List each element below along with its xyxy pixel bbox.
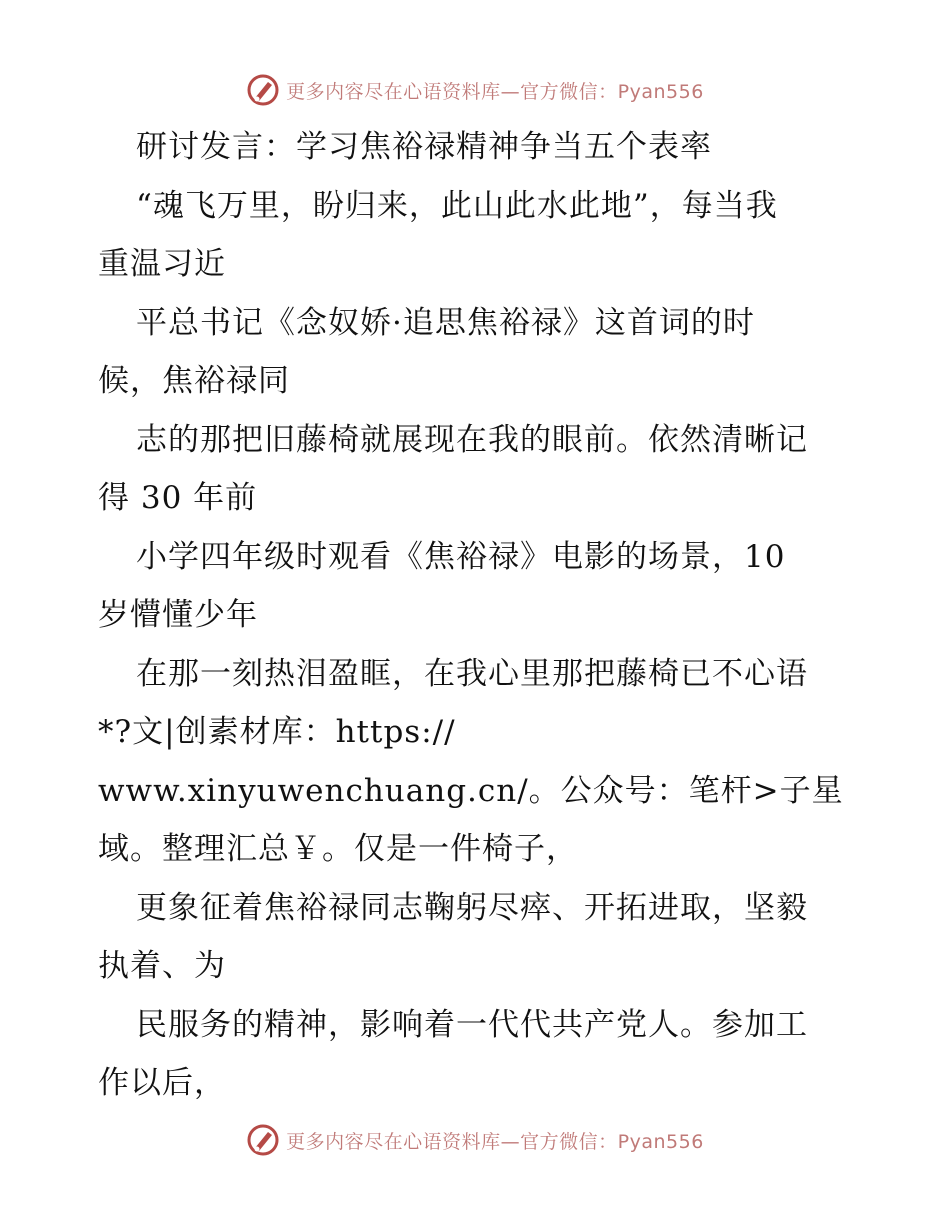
header-watermark-text: 更多内容尽在心语资料库—官方微信：Pyan556 [286, 80, 704, 103]
paragraph-line: “魂飞万里，盼归来，此山此水此地”，每当我 [136, 187, 778, 224]
footer-watermark-banner [0, 1120, 950, 1160]
paragraph-line: 重温习近 [98, 246, 226, 282]
paragraph-line: 民服务的精神，影响着一代代共产党人。参加工 [136, 1006, 808, 1043]
pen-logo-icon [246, 1123, 280, 1157]
paragraph-line: 小学四年级时观看《焦裕禄》电影的场景，10 [136, 538, 786, 575]
paragraph-line: *?文|创素材库：https:// [98, 714, 456, 750]
paragraph-line: 平总书记《念奴娇·追思焦裕禄》这首词的时 [136, 304, 755, 341]
document-title: 研讨发言：学习焦裕禄精神争当五个表率 [136, 129, 712, 165]
paragraph-line: 得 30 年前 [98, 480, 258, 516]
pen-logo-icon [246, 73, 280, 107]
header-watermark-banner [0, 70, 950, 110]
paragraph-line: 域。整理汇总￥。仅是一件椅子， [98, 831, 578, 867]
document-body [98, 118, 928, 1113]
paragraph-line: 在那一刻热泪盈眶，在我心里那把藤椅已不心语 [136, 655, 808, 692]
paragraph-line: 志的那把旧藤椅就展现在我的眼前。依然清晰记 [136, 421, 808, 458]
paragraph-line: 作以后， [98, 1065, 226, 1101]
paragraph-line: www.xinyuwenchuang.cn/。公众号：笔杆>子星 [98, 772, 844, 809]
footer-watermark-text: 更多内容尽在心语资料库—官方微信：Pyan556 [286, 1130, 704, 1153]
paragraph-line: 更象征着焦裕禄同志鞠躬尽瘁、开拓进取，坚毅 [136, 889, 808, 926]
paragraph-line: 候，焦裕禄同 [98, 363, 290, 399]
paragraph-line: 岁懵懂少年 [98, 597, 258, 633]
paragraph-line: 执着、为 [98, 948, 226, 984]
